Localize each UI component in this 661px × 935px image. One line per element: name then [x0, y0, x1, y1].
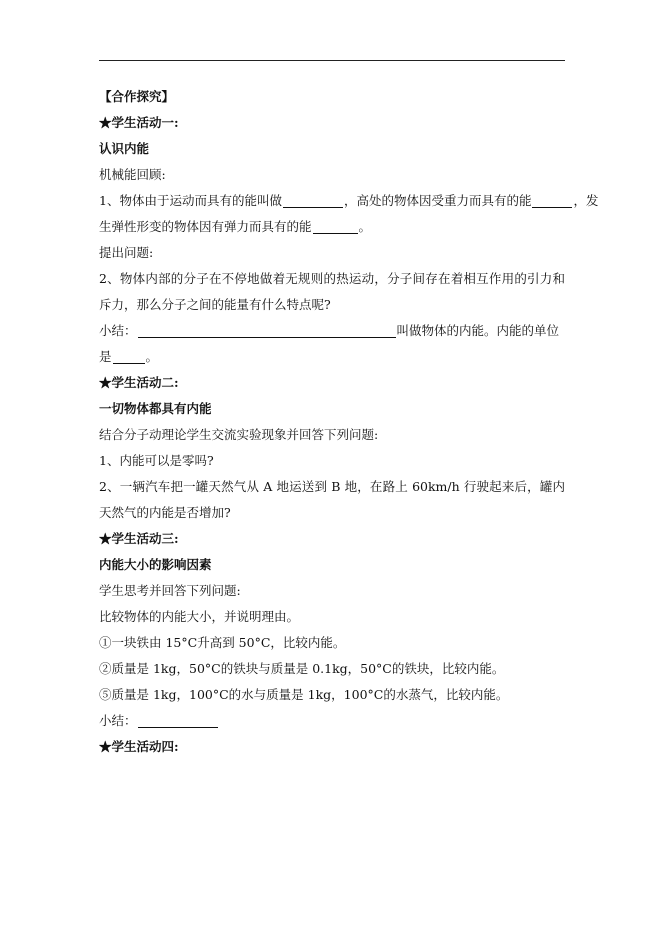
summary-1-line2-prefix: 是: [99, 349, 112, 364]
activity-2-question-1: 1、内能可以是零吗?: [99, 453, 214, 468]
header-rule: [99, 60, 565, 61]
question-1-text-e: 。: [358, 219, 372, 234]
activity-2-title: ★学生活动二:: [99, 375, 179, 390]
answer-blank-summary-3[interactable]: [138, 713, 218, 728]
question-1-line-2: [99, 214, 565, 240]
activity-3-subtitle: 内能大小的影响因素: [99, 557, 212, 572]
question-1-text-a: 1、物体由于运动而具有的能叫做: [99, 193, 282, 208]
question-1-text-d: 生弹性形变的物体因有弹力而具有的能: [99, 219, 312, 234]
activity-2-subtitle: 一切物体都具有内能: [99, 401, 212, 416]
activity-3-item-1: ①一块铁由 15°C升高到 50°C，比较内能。: [99, 635, 346, 650]
summary-3: [99, 708, 565, 734]
activity-4-title: ★学生活动四:: [99, 739, 179, 754]
answer-blank-unit[interactable]: [113, 349, 145, 364]
question-1-text-b: ，高处的物体因受重力而具有的能: [343, 193, 532, 208]
document-body: [99, 84, 599, 760]
activity-3-item-3: ⑤质量是 1kg，100°C的水与质量是 1kg，100°C的水蒸气，比较内能。: [99, 687, 509, 702]
activity-1-title: ★学生活动一:: [99, 115, 179, 130]
section-heading: 【合作探究】: [99, 89, 175, 104]
question-1-text-c: ，发: [573, 193, 599, 208]
answer-blank-gravitational[interactable]: [532, 193, 572, 208]
summary-1-mid: 叫做物体的内能。内能的单位: [396, 323, 560, 338]
summary-1-line-2: [99, 344, 565, 370]
activity-2-intro: 结合分子动理论学生交流实验现象并回答下列问题:: [99, 427, 379, 442]
question-2-text: 2、物体内部的分子在不停地做着无规则的热运动，分子间存在着相互作用的引力和斥力，那么分子之间的能量有什么特点呢?: [99, 271, 565, 312]
activity-3-compare: 比较物体的内能大小，并说明理由。: [99, 609, 300, 624]
activity-1-subtitle: 认识内能: [99, 141, 150, 156]
question-1-line-1: [99, 188, 599, 214]
activity-3-item-2: ②质量是 1kg，50°C的铁块与质量是 0.1kg，50°C的铁块，比较内能。: [99, 661, 505, 676]
answer-blank-internal-energy-definition[interactable]: [138, 323, 396, 338]
summary-1-line2-suffix: 。: [145, 349, 159, 364]
activity-2-question-2: 2、一辆汽车把一罐天然气从 A 地运送到 B 地，在路上 60km/h 行驶起来后，罐内天然气的内能是否增加?: [99, 479, 565, 520]
summary-1-prefix: 小结：: [99, 323, 137, 338]
activity-3-intro: 学生思考并回答下列问题:: [99, 583, 241, 598]
pose-question-label: 提出问题:: [99, 245, 154, 260]
activity-3-title: ★学生活动三:: [99, 531, 179, 546]
mechanical-energy-review-label: 机械能回顾:: [99, 167, 166, 182]
answer-blank-elastic[interactable]: [313, 219, 358, 234]
answer-blank-kinetic[interactable]: [283, 193, 343, 208]
summary-3-prefix: 小结：: [99, 713, 137, 728]
summary-1-line-1: [99, 318, 565, 344]
